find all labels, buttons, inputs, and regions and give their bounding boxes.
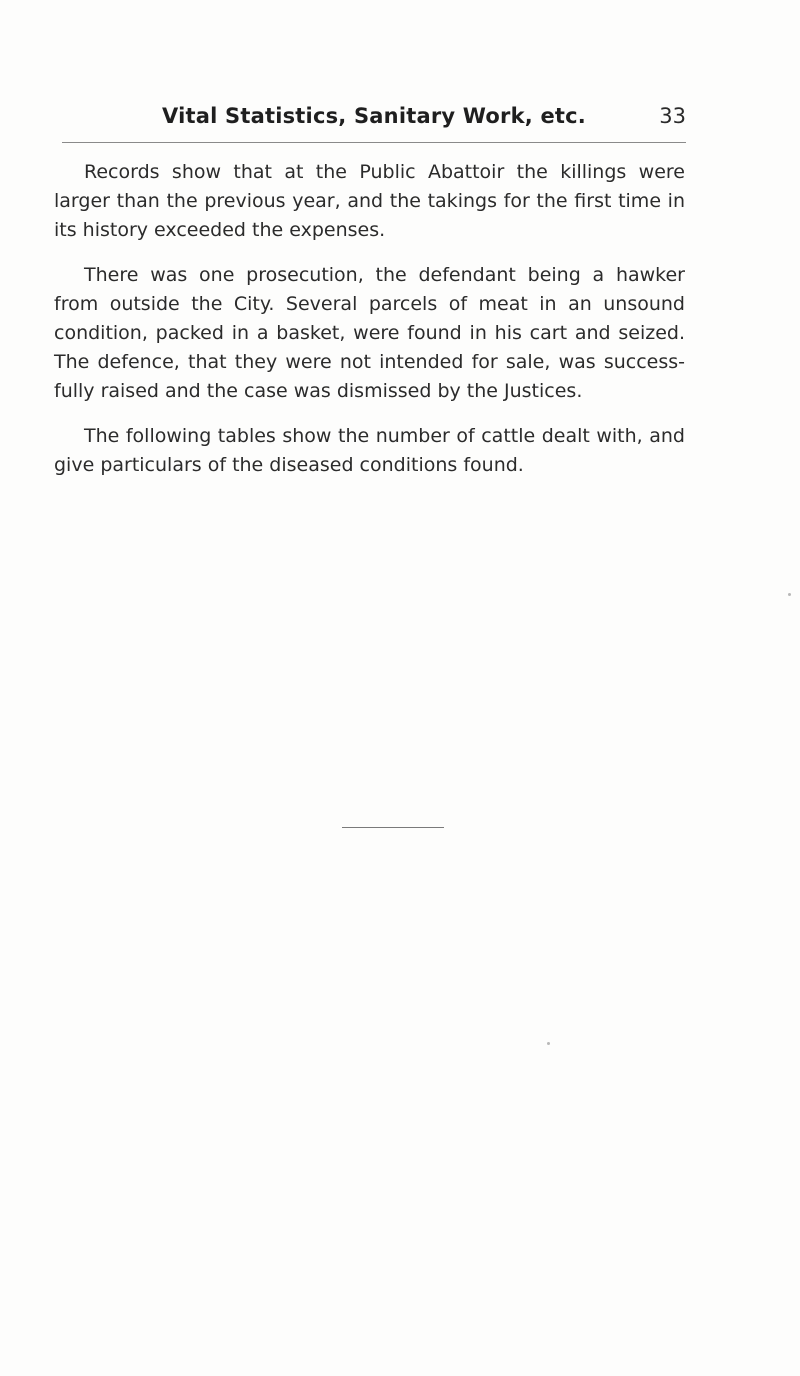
paper-speck — [547, 1042, 550, 1045]
paragraph-tables-intro: The following tables show the number of cattle dealt with, and give particulars of the diseased conditions found. — [54, 425, 685, 476]
section-end-rule — [342, 827, 444, 828]
body-text — [54, 158, 685, 496]
page-title: Vital Statistics, Sanitary Work, etc. — [162, 104, 586, 128]
running-header — [62, 104, 686, 140]
page-number: 33 — [659, 104, 686, 128]
header-rule — [62, 142, 686, 143]
paragraph-prosecution: There was one prosecution, the defendant being a hawker from outside the City. Several parcels of meat in an unsound condition, packed in a basket, were found in his cart and seized. The defence, that they were not intended for sale, was success-fully raised and the case was dismissed by the Justices. — [54, 264, 685, 402]
paper-speck — [788, 593, 791, 596]
paragraph-abattoir: Records show that at the Public Abattoir the killings were larger than the previous year, and the takings for the first time in its history exceeded the expenses. — [54, 161, 685, 241]
